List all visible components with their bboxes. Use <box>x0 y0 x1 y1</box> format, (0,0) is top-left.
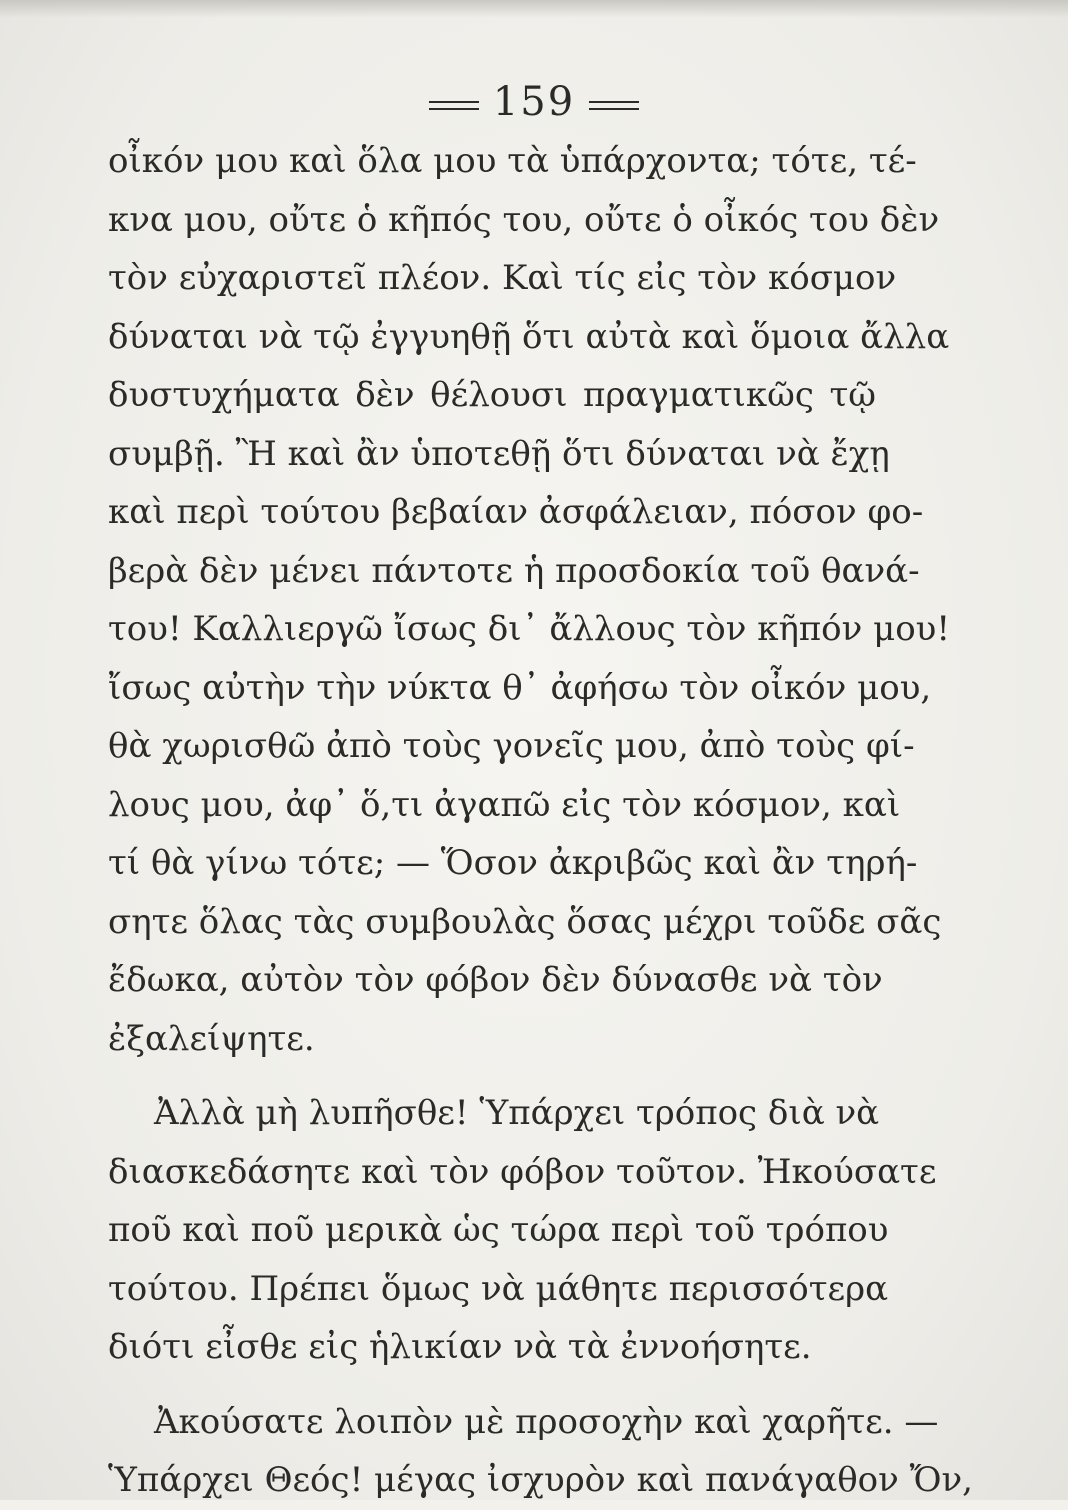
text-line: Ἀκούσατε λοιπὸν μὲ προσοχὴν καὶ χαρῆτε. — <box>154 1401 939 1442</box>
text-line: δυστυχήματα δὲν θέλουσι πραγματικῶς τῷ <box>108 375 876 415</box>
text-line: Ἀλλὰ μὴ λυπῆσθε! Ὑπάρχει τρόπος διὰ νὰ <box>154 1093 880 1133</box>
header-rule-right <box>589 101 639 110</box>
body-text <box>108 132 973 1510</box>
text-line: τὸν εὐχαριστεῖ πλέον. Καὶ τίς εἰς τὸν κόσμον <box>108 258 897 298</box>
text-line: βερὰ δὲν μένει πάντοτε ἡ προσδοκία τοῦ θανά- <box>108 550 920 591</box>
page-edge-shadow <box>0 0 1068 18</box>
text-line: καὶ περὶ τούτου βεβαίαν ἀσφάλειαν, πόσον φο- <box>108 492 924 532</box>
text-line: κνα μου, οὔτε ὁ κῆπός του, οὔτε ὁ οἶκός του δὲν <box>108 199 940 240</box>
page-number: 159 <box>492 79 576 125</box>
text-line: θὰ χωρισθῶ ἀπὸ τοὺς γονεῖς μου, ἀπὸ τοὺς φί- <box>108 726 915 766</box>
text-line: συμβῇ. Ἢ καὶ ἂν ὑποτεθῇ ὅτι δύναται νὰ ἔχῃ <box>108 433 890 474</box>
text-line: Ὑπάρχει Θεός! μέγας ἰσχυρὸν καὶ πανάγαθον Ὄν, <box>108 1460 973 1500</box>
header-rule-left <box>429 101 479 110</box>
page-header <box>0 72 1068 132</box>
paragraph-gap <box>108 1377 876 1393</box>
text-line: ἐξαλείψητε. <box>108 1018 315 1059</box>
text-line: διασκεδάσητε καὶ τὸν φόβον τοῦτον. Ἠκούσατε <box>108 1151 937 1192</box>
text-line: σητε ὅλας τὰς συμβουλὰς ὅσας μέχρι τοῦδε σᾶς <box>108 901 942 942</box>
text-line: τούτου. Πρέπει ὅμως νὰ μάθητε περισσότερα <box>108 1268 889 1309</box>
paragraph-1 <box>108 132 950 1068</box>
text-line: του! Καλλιεργῶ ἴσως δι᾽ ἄλλους τὸν κῆπόν μου! <box>108 609 950 649</box>
text-line: ποῦ καὶ ποῦ μερικὰ ὡς τώρα περὶ τοῦ τρόπου <box>108 1210 889 1250</box>
text-line: δύναται νὰ τῷ ἐγγυηθῇ ὅτι αὐτὰ καὶ ὅμοια ἄλλα <box>108 316 950 357</box>
text-line: οἶκόν μου καὶ ὅλα μου τὰ ὑπάρχοντα; τότε, τέ- <box>108 141 917 181</box>
text-line: ἴσως αὐτὴν τὴν νύκτα θ᾽ ἀφήσω τὸν οἶκόν μου, <box>108 667 932 708</box>
text-line: ἔδωκα, αὐτὸν τὸν φόβον δὲν δύνασθε νὰ τὸν <box>108 960 883 1000</box>
paragraph-3 <box>108 1393 973 1510</box>
text-line: λους μου, ἀφ᾽ ὅ,τι ἀγαπῶ εἰς τὸν κόσμον, καὶ <box>108 784 901 825</box>
paragraph-gap <box>108 1068 876 1084</box>
text-line: τί θὰ γίνω τότε; — Ὅσον ἀκριβῶς καὶ ἂν τηρή- <box>108 843 918 883</box>
paragraph-2 <box>108 1084 937 1377</box>
text-line: διότι εἶσθε εἰς ἡλικίαν νὰ τὰ ἐννοήσητε. <box>108 1327 812 1367</box>
